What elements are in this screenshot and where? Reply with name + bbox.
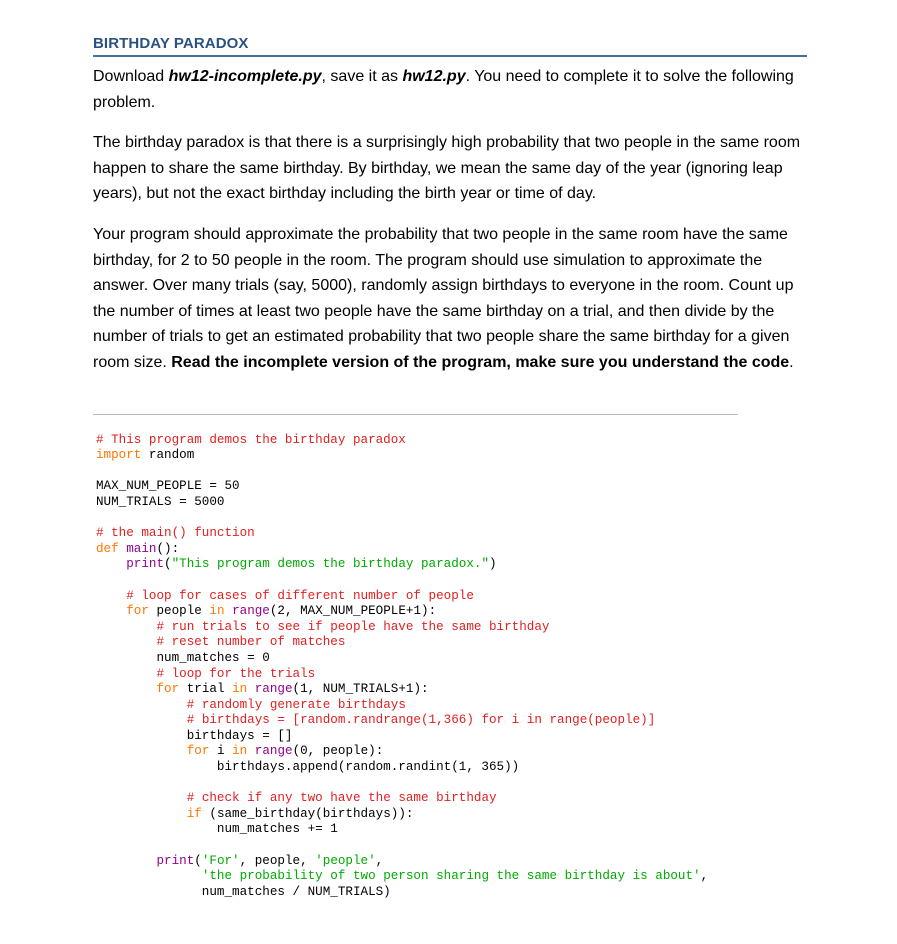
code-line: num_matches += 1 (96, 822, 338, 837)
code-line: # the main() function (96, 526, 255, 541)
code-line: print('For', people, 'people', (156, 853, 384, 868)
code-line: birthdays = [] (96, 728, 293, 743)
code-line: for i in range(0, people): (186, 744, 384, 759)
code-line: # loop for the trials (156, 666, 316, 681)
code-line-blank (96, 573, 708, 589)
heading-underline (93, 55, 807, 57)
code-line: # reset number of matches (156, 635, 346, 650)
code-line: if (same_birthday(birthdays)): (186, 806, 414, 821)
code-line: # run trials to see if people have the same birthday (156, 619, 550, 634)
code-line: MAX_NUM_PEOPLE = 50 (96, 479, 240, 494)
code-line: # randomly generate birthdays (186, 697, 406, 712)
code-line: 'the probability of two person sharing the same birthday is about', (201, 869, 709, 884)
instructions-paragraph (93, 222, 805, 375)
section-heading: BIRTHDAY PARADOX (93, 35, 249, 52)
code-line: num_matches / NUM_TRIALS) (96, 884, 391, 899)
para3-end: . (789, 353, 794, 371)
para1-text-3: . You need to complete it to solve the following problem. (93, 68, 794, 111)
code-line: def main(): (96, 541, 180, 556)
code-line-blank (96, 776, 708, 792)
code-line-blank (96, 838, 708, 854)
para1-text-2: , save it as (321, 68, 403, 85)
download-paragraph (93, 64, 805, 115)
code-line: # birthdays = [random.randrange(1,366) for i in range(people)] (186, 713, 656, 728)
para1-text-1: Download (93, 68, 169, 85)
incomplete-filename: hw12-incomplete.py (168, 68, 322, 85)
paradox-description-paragraph: The birthday paradox is that there is a surprisingly high probability that two people in the same room happen to share the same birthday. By birthday, we mean the same day of the year (ignoring leap years), but not the exact birthday including the birth year or time of day. (93, 134, 801, 202)
code-line: for trial in range(1, NUM_TRIALS+1): (156, 682, 429, 697)
code-line: print("This program demos the birthday paradox.") (126, 557, 497, 572)
code-line: num_matches = 0 (96, 650, 270, 665)
code-top-rule (93, 414, 738, 415)
code-line: birthdays.append(random.randint(1, 365)) (96, 760, 520, 775)
code-line-blank (96, 511, 708, 527)
target-filename: hw12.py (402, 68, 466, 85)
para3-bold-note: Read the incomplete version of the program, make sure you understand the code (171, 353, 790, 371)
code-line-blank (96, 464, 708, 480)
code-listing (96, 417, 708, 932)
para3-text: Your program should approximate the probability that two people in the same room have the same birthday, for 2 to 50 people in the room. The program should use simulation to approximate the answer. Over many trials (say, 5000), randomly assign birthdays to everyone in the room. Count up the number of times at least two people have the same birthday on a trial, and then divide by the number of trials to get an estimated probability that two people share the same birthday for a given room size. (93, 226, 794, 371)
code-line: for people in range(2, MAX_NUM_PEOPLE+1): (126, 604, 437, 619)
code-line: # loop for cases of different number of people (126, 588, 474, 603)
code-line: import random (96, 448, 195, 463)
code-line: # check if any two have the same birthday (186, 791, 497, 806)
code-line: NUM_TRIALS = 5000 (96, 494, 225, 509)
code-line: # This program demos the birthday paradox (96, 432, 406, 447)
